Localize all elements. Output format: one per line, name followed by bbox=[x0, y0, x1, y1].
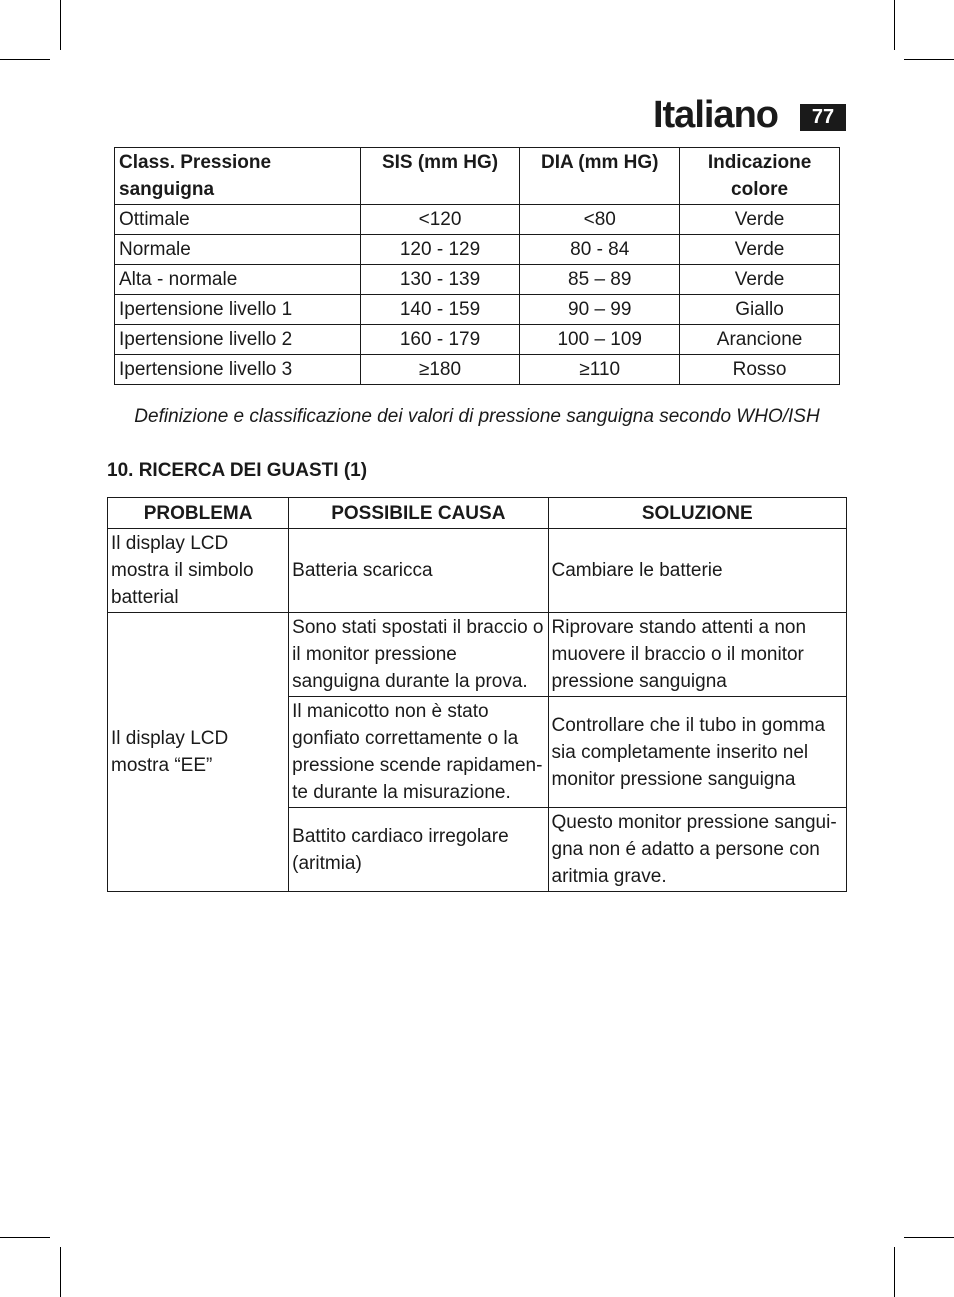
table-cell: 160 - 179 bbox=[360, 325, 520, 355]
table-cell: <80 bbox=[520, 205, 680, 235]
page-title: Italiano bbox=[652, 94, 778, 136]
solution-cell: Questo monitor pressione sangui-gna non é adatto a persone con aritmia grave. bbox=[548, 808, 847, 892]
blood-pressure-classification-table bbox=[114, 147, 840, 385]
cause-cell: Sono stati spostati il braccio o il monitor pressione sanguigna durante la prova. bbox=[289, 613, 548, 697]
cause-cell: Il manicotto non è stato gonfiato correttamente o la pressione scende rapidamen-te durante la misurazione. bbox=[289, 697, 548, 808]
table-header-row bbox=[108, 498, 847, 529]
table-cell: Ipertensione livello 2 bbox=[115, 325, 361, 355]
column-header: PROBLEMA bbox=[108, 498, 289, 529]
table-cell: <120 bbox=[360, 205, 520, 235]
table-cell: 120 - 129 bbox=[360, 235, 520, 265]
table-cell: Verde bbox=[680, 235, 840, 265]
cause-cell: Battito cardiaco irregolare (aritmia) bbox=[289, 808, 548, 892]
crop-mark bbox=[904, 59, 954, 60]
table-cell: 130 - 139 bbox=[360, 265, 520, 295]
column-header: Indicazione colore bbox=[680, 148, 840, 205]
page-number-badge: 77 bbox=[800, 104, 846, 131]
table-cell: Normale bbox=[115, 235, 361, 265]
table-row bbox=[115, 295, 840, 325]
table-cell: 140 - 159 bbox=[360, 295, 520, 325]
table-cell: 80 - 84 bbox=[520, 235, 680, 265]
column-header: DIA (mm HG) bbox=[520, 148, 680, 205]
table-row bbox=[115, 235, 840, 265]
table-row bbox=[115, 205, 840, 235]
section-heading: 10. RICERCA DEI GUASTI (1) bbox=[107, 460, 368, 481]
crop-mark bbox=[60, 0, 61, 50]
crop-mark bbox=[904, 1237, 954, 1238]
cause-cell: Batteria scaricca bbox=[289, 529, 548, 613]
crop-mark bbox=[894, 1247, 895, 1297]
table-row bbox=[108, 529, 847, 613]
table-cell: Verde bbox=[680, 205, 840, 235]
table-cell: Ottimale bbox=[115, 205, 361, 235]
table-cell: 90 – 99 bbox=[520, 295, 680, 325]
solution-cell: Controllare che il tubo in gomma sia completamente inserito nel monitor pressione sanguigna bbox=[548, 697, 847, 808]
table-cell: Giallo bbox=[680, 295, 840, 325]
table-cell: 100 – 109 bbox=[520, 325, 680, 355]
crop-mark bbox=[0, 1237, 50, 1238]
table-cell: Ipertensione livello 3 bbox=[115, 355, 361, 385]
column-header: POSSIBILE CAUSA bbox=[289, 498, 548, 529]
table-caption: Definizione e classificazione dei valori di pressione sanguigna secondo WHO/ISH bbox=[134, 406, 820, 427]
table-cell: Arancione bbox=[680, 325, 840, 355]
column-header: SOLUZIONE bbox=[548, 498, 847, 529]
crop-mark bbox=[0, 59, 50, 60]
problem-cell: Il display LCD mostra il simbolo batterial bbox=[108, 529, 289, 613]
solution-cell: Riprovare stando attenti a non muovere il braccio o il monitor pressione sanguigna bbox=[548, 613, 847, 697]
table-cell: ≥110 bbox=[520, 355, 680, 385]
table-cell: Alta - normale bbox=[115, 265, 361, 295]
column-header: SIS (mm HG) bbox=[360, 148, 520, 205]
table-cell: Verde bbox=[680, 265, 840, 295]
crop-mark bbox=[60, 1247, 61, 1297]
table-cell: Ipertensione livello 1 bbox=[115, 295, 361, 325]
problem-cell: Il display LCD mostra “EE” bbox=[108, 613, 289, 892]
table-row bbox=[115, 325, 840, 355]
table-cell: 85 – 89 bbox=[520, 265, 680, 295]
table-header-row bbox=[115, 148, 840, 205]
table-cell: Rosso bbox=[680, 355, 840, 385]
troubleshooting-table bbox=[107, 497, 847, 892]
crop-mark bbox=[894, 0, 895, 50]
table-cell: ≥180 bbox=[360, 355, 520, 385]
table-row bbox=[115, 265, 840, 295]
solution-cell: Cambiare le batterie bbox=[548, 529, 847, 613]
table-row bbox=[108, 613, 847, 697]
table-row bbox=[115, 355, 840, 385]
column-header: Class. Pressione sanguigna bbox=[115, 148, 361, 205]
